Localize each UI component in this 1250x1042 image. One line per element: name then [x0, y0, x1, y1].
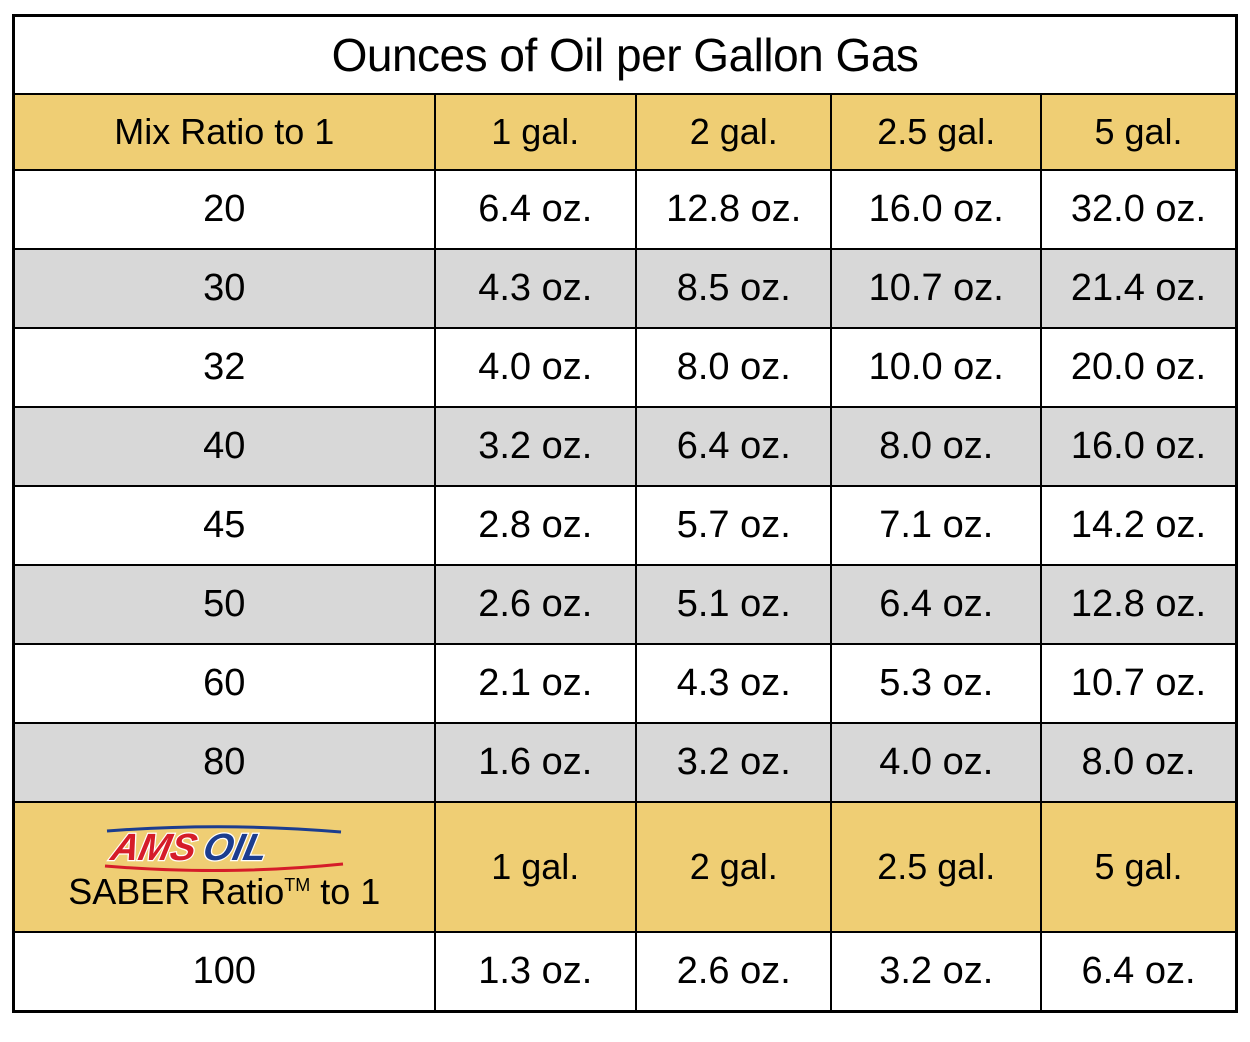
row-value-2gal: 4.3 oz. [636, 644, 831, 723]
header-mix-ratio-label: Mix Ratio to 1 [14, 94, 435, 170]
row-value-2_5gal: 16.0 oz. [831, 170, 1041, 249]
header-col-2_5gal: 2.5 gal. [831, 94, 1041, 170]
amsoil-logo-icon [99, 824, 349, 872]
svg-text:AMS: AMS [107, 826, 202, 869]
header-col-2gal: 2 gal. [636, 94, 831, 170]
saber-brand-cell [14, 802, 435, 932]
row-ratio: 60 [14, 644, 435, 723]
row-value-1gal: 2.6 oz. [435, 565, 636, 644]
table-row [14, 723, 1237, 802]
row-value-2_5gal: 10.0 oz. [831, 328, 1041, 407]
saber-label-suffix: to 1 [310, 871, 381, 912]
saber-header-col-2gal: 2 gal. [636, 802, 831, 932]
table-row [14, 565, 1237, 644]
row-value-1gal: 3.2 oz. [435, 407, 636, 486]
row-ratio: 100 [14, 932, 435, 1012]
row-value-5gal: 21.4 oz. [1041, 249, 1237, 328]
row-value-1gal: 4.0 oz. [435, 328, 636, 407]
svg-text:OIL: OIL [199, 826, 273, 869]
header-col-1gal: 1 gal. [435, 94, 636, 170]
row-value-2_5gal: 4.0 oz. [831, 723, 1041, 802]
title-row [14, 16, 1237, 95]
table-header-row [14, 94, 1237, 170]
row-value-1gal: 2.8 oz. [435, 486, 636, 565]
table-row [14, 249, 1237, 328]
row-value-2gal: 3.2 oz. [636, 723, 831, 802]
row-value-5gal: 20.0 oz. [1041, 328, 1237, 407]
row-ratio: 80 [14, 723, 435, 802]
row-ratio: 30 [14, 249, 435, 328]
saber-ratio-label [68, 871, 381, 912]
table-row [14, 644, 1237, 723]
oil-mix-ratio-table [12, 14, 1238, 1013]
table-row [14, 328, 1237, 407]
row-value-2_5gal: 10.7 oz. [831, 249, 1041, 328]
row-value-2gal: 8.0 oz. [636, 328, 831, 407]
row-value-5gal: 6.4 oz. [1041, 932, 1237, 1012]
row-value-1gal: 1.6 oz. [435, 723, 636, 802]
table-row [14, 407, 1237, 486]
row-value-2_5gal: 7.1 oz. [831, 486, 1041, 565]
row-value-2gal: 8.5 oz. [636, 249, 831, 328]
row-value-5gal: 8.0 oz. [1041, 723, 1237, 802]
saber-header-col-2_5gal: 2.5 gal. [831, 802, 1041, 932]
row-value-1gal: 1.3 oz. [435, 932, 636, 1012]
row-value-5gal: 10.7 oz. [1041, 644, 1237, 723]
row-value-2_5gal: 5.3 oz. [831, 644, 1041, 723]
saber-header-col-5gal: 5 gal. [1041, 802, 1237, 932]
row-value-1gal: 6.4 oz. [435, 170, 636, 249]
row-value-2_5gal: 3.2 oz. [831, 932, 1041, 1012]
saber-header-row [14, 802, 1237, 932]
page-title: Ounces of Oil per Gallon Gas [14, 16, 1237, 95]
row-value-1gal: 4.3 oz. [435, 249, 636, 328]
row-value-2gal: 5.1 oz. [636, 565, 831, 644]
row-ratio: 45 [14, 486, 435, 565]
row-value-2gal: 12.8 oz. [636, 170, 831, 249]
table-row [14, 170, 1237, 249]
row-value-2gal: 2.6 oz. [636, 932, 831, 1012]
row-value-5gal: 16.0 oz. [1041, 407, 1237, 486]
row-value-2gal: 5.7 oz. [636, 486, 831, 565]
row-value-2_5gal: 6.4 oz. [831, 565, 1041, 644]
row-value-2gal: 6.4 oz. [636, 407, 831, 486]
row-ratio: 20 [14, 170, 435, 249]
row-ratio: 32 [14, 328, 435, 407]
row-value-5gal: 12.8 oz. [1041, 565, 1237, 644]
row-ratio: 50 [14, 565, 435, 644]
header-col-5gal: 5 gal. [1041, 94, 1237, 170]
saber-header-col-1gal: 1 gal. [435, 802, 636, 932]
row-value-5gal: 14.2 oz. [1041, 486, 1237, 565]
table-row [14, 932, 1237, 1012]
row-value-2_5gal: 8.0 oz. [831, 407, 1041, 486]
trademark-symbol: TM [284, 875, 311, 895]
table-row [14, 486, 1237, 565]
row-value-1gal: 2.1 oz. [435, 644, 636, 723]
saber-label-prefix: SABER Ratio [68, 871, 285, 912]
row-ratio: 40 [14, 407, 435, 486]
row-value-5gal: 32.0 oz. [1041, 170, 1237, 249]
